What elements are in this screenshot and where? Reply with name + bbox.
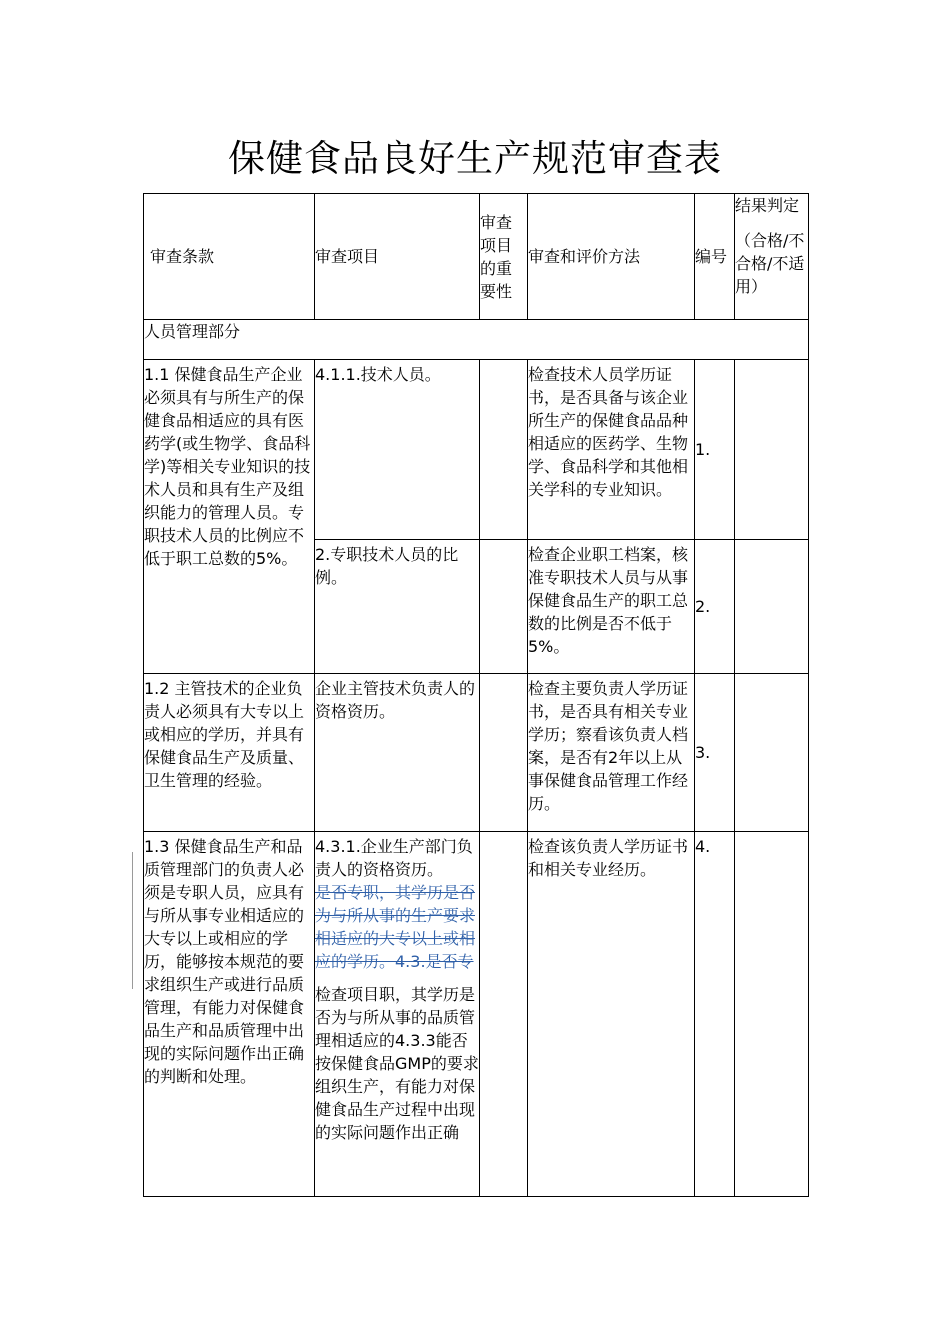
section-title: 人员管理部分 — [144, 320, 809, 360]
importance-cell — [480, 360, 528, 540]
header-result — [735, 194, 809, 320]
table-row — [144, 360, 809, 540]
deleted-text: 是否专职，其学历是否为与所从事的生产要求相适应的大专以上或相应的学历。4.3.是否专 — [315, 883, 476, 971]
header-item: 审查项目 — [315, 194, 480, 320]
header-result-title: 结果判定 — [735, 196, 800, 215]
item-4-3-1-continued: 检查项目职，其学历是否为与所从事的品质管理相适应的4.3.3能否按保健食品GMP的要求组织生产，有能力对保健食品生产过程中出现的实际问题作出正确 — [315, 985, 479, 1142]
header-number: 编号 — [695, 194, 735, 320]
importance-cell — [480, 540, 528, 674]
header-method: 审查和评价方法 — [528, 194, 695, 320]
result-cell — [735, 360, 809, 540]
item-4-3-1 — [315, 832, 480, 1197]
review-table — [143, 193, 809, 1197]
item-4-3-1-text: 4.3.1.企业生产部门负责人的资格资历。 — [315, 837, 473, 879]
item-ratio: 2.专职技术人员的比例。 — [315, 540, 480, 674]
clause-1-3: 1.3 保健食品生产和品质管理部门的负责人必须是专职人员，应具有与所从事专业相适应的大专以上或相应的学历，能够按本规范的要求组织生产或进行品质管理，有能力对保健食品生产和品质管理中出现的实际问题作出正确的判断和处理。 — [144, 832, 315, 1197]
margin-change-bar — [132, 852, 133, 989]
table-row — [144, 832, 809, 1197]
method-3: 检查主要负责人学历证书，是否具有相关专业学历；察看该负责人档案，是否有2年以上从事保健食品管理工作经历。 — [528, 674, 695, 832]
number-3: 3. — [695, 674, 735, 832]
page-title: 保健食品良好生产规范审查表 — [228, 137, 722, 180]
method-1: 检查技术人员学历证书，是否具备与该企业所生产的保健食品品种相适应的医药学、生物学、食品科学和其他相关学科的专业知识。 — [528, 360, 695, 540]
number-4: 4. — [695, 832, 735, 1197]
number-2: 2. — [695, 540, 735, 674]
result-cell — [735, 540, 809, 674]
method-2: 检查企业职工档案，核准专职技术人员与从事保健食品生产的职工总数的比例是否不低于5%。 — [528, 540, 695, 674]
item-tech-lead: 企业主管技术负责人的资格资历。 — [315, 674, 480, 832]
result-cell — [735, 832, 809, 1197]
clause-1-2: 1.2 主管技术的企业负责人必须具有大专以上或相应的学历，并具有保健食品生产及质量、卫生管理的经验。 — [144, 674, 315, 832]
table-row — [144, 674, 809, 832]
item-4-1-1: 4.1.1.技术人员。 — [315, 360, 480, 540]
result-cell — [735, 674, 809, 832]
importance-cell — [480, 832, 528, 1197]
clause-1-1: 1.1 保健食品生产企业必须具有与所生产的保健食品相适应的具有医药学(或生物学、食品科学)等相关专业知识的技术人员和具有生产及组织能力的管理人员。专职技术人员的比例应不低于职工总数的5%。 — [144, 360, 315, 674]
header-importance: 审查项目的重要性 — [480, 194, 528, 320]
method-4: 检查该负责人学历证书和相关专业经历。 — [528, 832, 695, 1197]
section-row — [144, 320, 809, 360]
number-1: 1. — [695, 360, 735, 540]
header-result-options: （合格/不合格/不适用） — [735, 231, 805, 296]
importance-cell — [480, 674, 528, 832]
header-clause: 审查条款 — [144, 194, 315, 320]
header-row — [144, 194, 809, 320]
